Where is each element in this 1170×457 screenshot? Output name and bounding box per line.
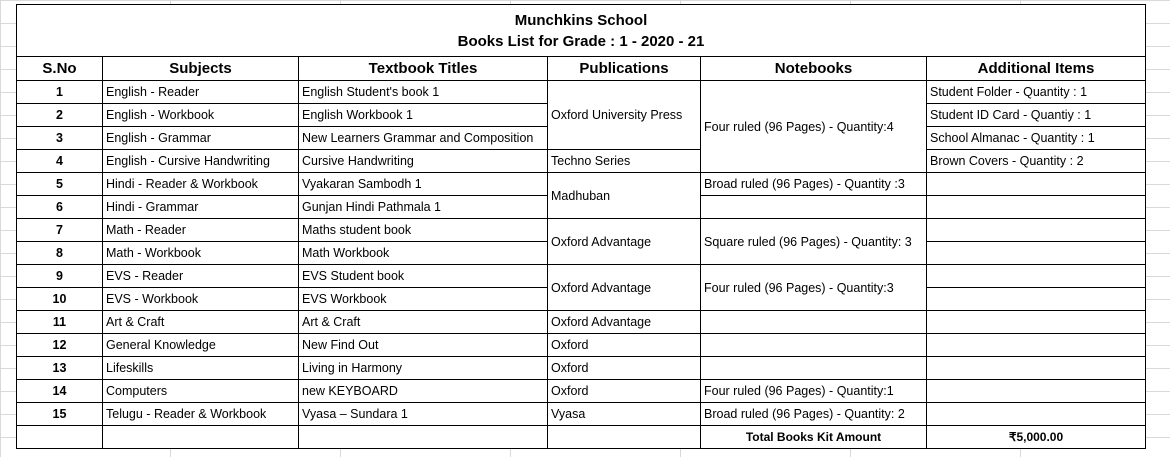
sno-cell[interactable]: 4	[17, 150, 103, 173]
table-row	[17, 219, 1146, 242]
empty-cell[interactable]	[548, 426, 701, 449]
title-cell[interactable]: Maths student book	[299, 219, 548, 242]
header-sno[interactable]: S.No	[17, 57, 103, 81]
sno-cell[interactable]: 15	[17, 403, 103, 426]
subject-cell[interactable]: English - Reader	[103, 81, 299, 104]
sno-cell[interactable]: 5	[17, 173, 103, 196]
publication-cell[interactable]: Techno Series	[548, 150, 701, 173]
publication-cell[interactable]: Oxford Advantage	[548, 265, 701, 311]
subject-cell[interactable]: Telugu - Reader & Workbook	[103, 403, 299, 426]
title-cell[interactable]	[17, 5, 1146, 57]
title-cell[interactable]: Art & Craft	[299, 311, 548, 334]
subject-cell[interactable]: Hindi - Reader & Workbook	[103, 173, 299, 196]
notebook-cell[interactable]: Four ruled (96 Pages) - Quantity:4	[701, 81, 927, 173]
sno-cell[interactable]: 8	[17, 242, 103, 265]
sno-cell[interactable]: 7	[17, 219, 103, 242]
sno-cell[interactable]: 11	[17, 311, 103, 334]
title-row	[17, 5, 1146, 57]
notebook-cell[interactable]: Square ruled (96 Pages) - Quantity: 3	[701, 219, 927, 265]
subject-cell[interactable]: Math - Workbook	[103, 242, 299, 265]
empty-cell[interactable]	[17, 426, 103, 449]
title-cell[interactable]: EVS Student book	[299, 265, 548, 288]
subject-cell[interactable]: English - Grammar	[103, 127, 299, 150]
table-row	[17, 311, 1146, 334]
additional-cell[interactable]: Student Folder - Quantity : 1	[927, 81, 1146, 104]
sno-cell[interactable]: 10	[17, 288, 103, 311]
notebook-cell[interactable]: Four ruled (96 Pages) - Quantity:1	[701, 380, 927, 403]
sno-cell[interactable]: 1	[17, 81, 103, 104]
header-publications[interactable]: Publications	[548, 57, 701, 81]
table-row	[17, 150, 1146, 173]
header-textbook-titles[interactable]: Textbook Titles	[299, 57, 548, 81]
notebook-cell[interactable]	[701, 311, 927, 334]
subject-cell[interactable]: English - Cursive Handwriting	[103, 150, 299, 173]
title-cell[interactable]: Gunjan Hindi Pathmala 1	[299, 196, 548, 219]
additional-cell[interactable]	[927, 242, 1146, 265]
empty-cell[interactable]	[299, 426, 548, 449]
total-label[interactable]: Total Books Kit Amount	[701, 426, 927, 449]
table-row	[17, 173, 1146, 196]
books-list-table	[16, 4, 1146, 449]
additional-cell[interactable]	[927, 311, 1146, 334]
table-row	[17, 81, 1146, 104]
additional-cell[interactable]	[927, 265, 1146, 288]
sno-cell[interactable]: 9	[17, 265, 103, 288]
sno-cell[interactable]: 13	[17, 357, 103, 380]
school-name: Munchkins School	[514, 11, 648, 29]
notebook-cell[interactable]: Broad ruled (96 Pages) - Quantity: 2	[701, 403, 927, 426]
additional-cell[interactable]	[927, 403, 1146, 426]
sno-cell[interactable]: 3	[17, 127, 103, 150]
subject-cell[interactable]: Art & Craft	[103, 311, 299, 334]
publication-cell[interactable]: Oxford Advantage	[548, 311, 701, 334]
additional-cell[interactable]	[927, 173, 1146, 196]
additional-cell[interactable]	[927, 357, 1146, 380]
title-cell[interactable]: Living in Harmony	[299, 357, 548, 380]
empty-cell[interactable]	[103, 426, 299, 449]
table-row	[17, 403, 1146, 426]
publication-cell[interactable]: Oxford University Press	[548, 81, 701, 150]
notebook-cell[interactable]	[701, 357, 927, 380]
publication-cell[interactable]: Oxford	[548, 334, 701, 357]
notebook-cell[interactable]	[701, 196, 927, 219]
title-cell[interactable]: Vyasa – Sundara 1	[299, 403, 548, 426]
title-cell[interactable]: Vyakaran Sambodh 1	[299, 173, 548, 196]
subject-cell[interactable]: General Knowledge	[103, 334, 299, 357]
header-subjects[interactable]: Subjects	[103, 57, 299, 81]
additional-cell[interactable]	[927, 219, 1146, 242]
notebook-cell[interactable]	[701, 334, 927, 357]
table-row	[17, 380, 1146, 403]
title-cell[interactable]: Cursive Handwriting	[299, 150, 548, 173]
table-row	[17, 334, 1146, 357]
notebook-cell[interactable]: Four ruled (96 Pages) - Quantity:3	[701, 265, 927, 311]
header-row	[17, 57, 1146, 81]
title-cell[interactable]: new KEYBOARD	[299, 380, 548, 403]
sno-cell[interactable]: 2	[17, 104, 103, 127]
total-row	[17, 426, 1146, 449]
publication-cell[interactable]: Oxford	[548, 380, 701, 403]
table-row	[17, 357, 1146, 380]
additional-cell[interactable]: Brown Covers - Quantity : 2	[927, 150, 1146, 173]
header-additional-items[interactable]: Additional Items	[927, 57, 1146, 81]
title-cell[interactable]: English Student's book 1	[299, 81, 548, 104]
title-cell[interactable]: English Workbook 1	[299, 104, 548, 127]
publication-cell[interactable]: Madhuban	[548, 173, 701, 219]
title-cell[interactable]: New Learners Grammar and Composition	[299, 127, 548, 150]
additional-cell[interactable]	[927, 288, 1146, 311]
title-cell[interactable]: EVS Workbook	[299, 288, 548, 311]
subject-cell[interactable]: EVS - Reader	[103, 265, 299, 288]
title-cell[interactable]: Math Workbook	[299, 242, 548, 265]
additional-cell[interactable]	[927, 380, 1146, 403]
publication-cell[interactable]: Oxford	[548, 357, 701, 380]
publication-cell[interactable]: Vyasa	[548, 403, 701, 426]
additional-cell[interactable]	[927, 196, 1146, 219]
list-subtitle: Books List for Grade : 1 - 2020 - 21	[457, 32, 705, 50]
subject-cell[interactable]: Math - Reader	[103, 219, 299, 242]
subject-cell[interactable]: Lifeskills	[103, 357, 299, 380]
total-amount[interactable]: ₹5,000.00	[927, 426, 1146, 449]
sno-cell[interactable]: 6	[17, 196, 103, 219]
subject-cell[interactable]: EVS - Workbook	[103, 288, 299, 311]
additional-cell[interactable]: Student ID Card - Quantiy : 1	[927, 104, 1146, 127]
title-cell[interactable]: New Find Out	[299, 334, 548, 357]
subject-cell[interactable]: English - Workbook	[103, 104, 299, 127]
publication-cell[interactable]: Oxford Advantage	[548, 219, 701, 265]
additional-cell[interactable]: School Almanac - Quantity : 1	[927, 127, 1146, 150]
sno-cell[interactable]: 14	[17, 380, 103, 403]
sno-cell[interactable]: 12	[17, 334, 103, 357]
table-row	[17, 265, 1146, 288]
subject-cell[interactable]: Computers	[103, 380, 299, 403]
additional-cell[interactable]	[927, 334, 1146, 357]
notebook-cell[interactable]: Broad ruled (96 Pages) - Quantity :3	[701, 173, 927, 196]
subject-cell[interactable]: Hindi - Grammar	[103, 196, 299, 219]
header-notebooks[interactable]: Notebooks	[701, 57, 927, 81]
